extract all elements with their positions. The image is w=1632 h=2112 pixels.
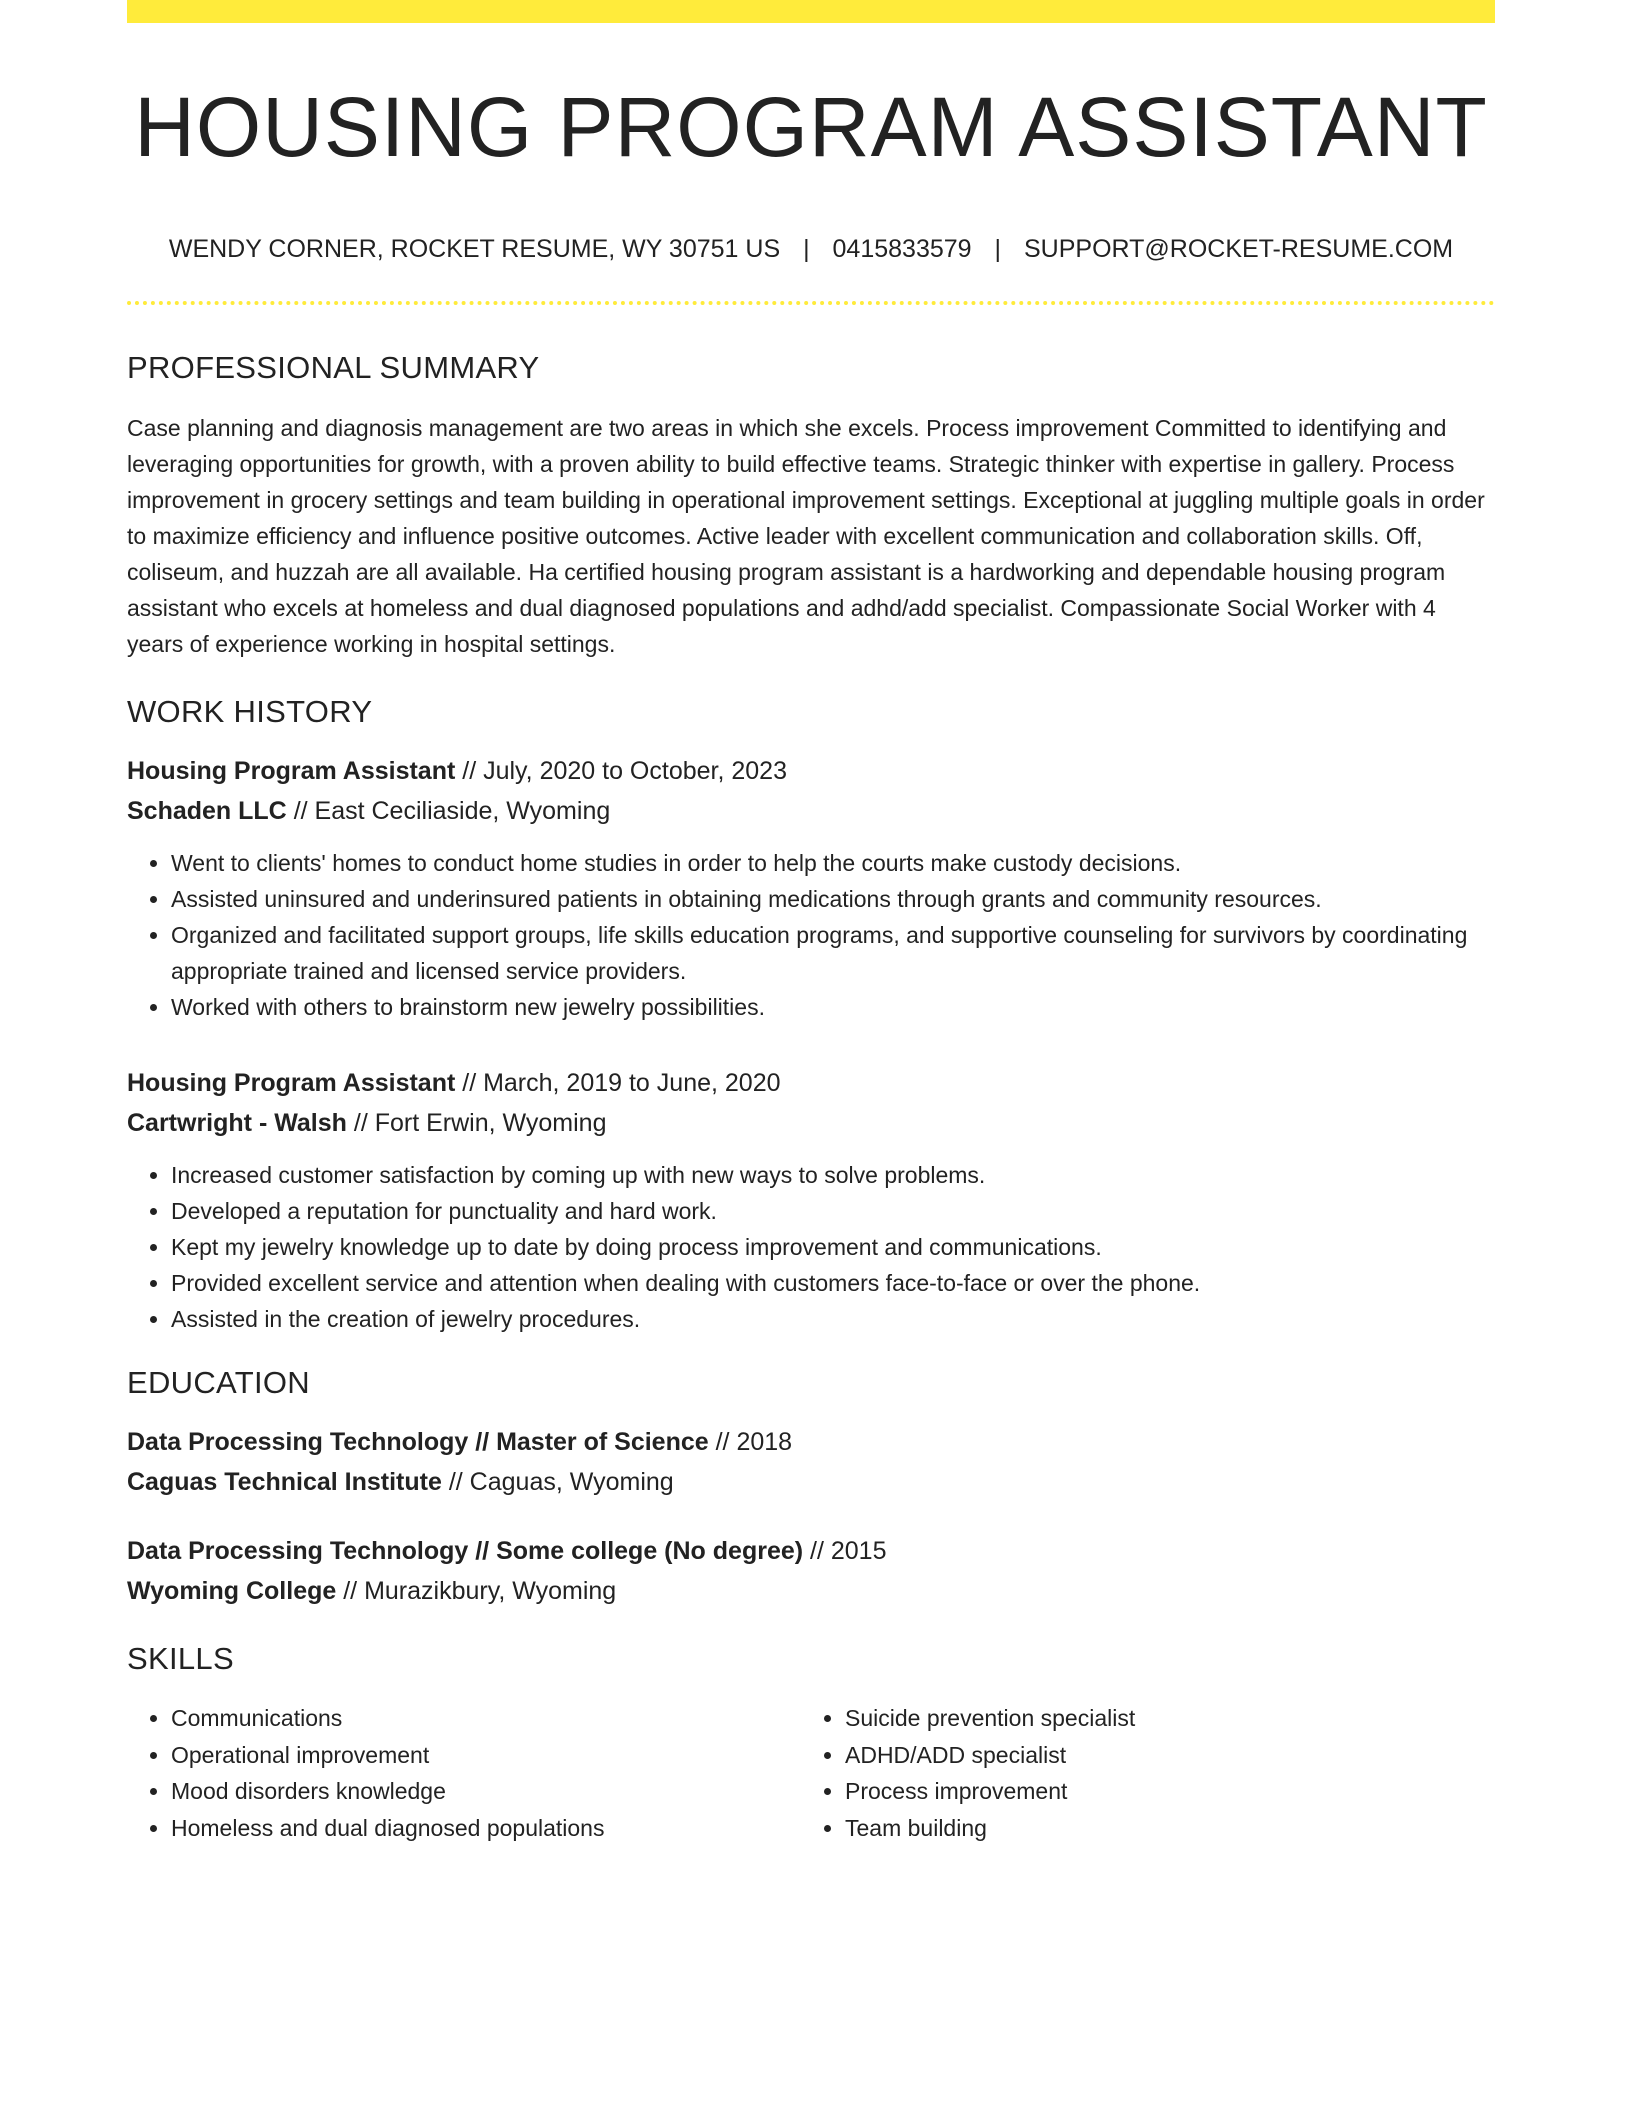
skills-grid bbox=[127, 1700, 1495, 1846]
skills-list-right bbox=[801, 1700, 1475, 1846]
summary-heading: PROFESSIONAL SUMMARY bbox=[127, 350, 540, 385]
job-role: Housing Program Assistant bbox=[127, 1069, 456, 1097]
list-item: • ADHD/ADD specialist bbox=[845, 1737, 1475, 1774]
list-item: • Developed a reputation for punctuality and hard work. bbox=[171, 1193, 1495, 1229]
degree-line bbox=[127, 1422, 1495, 1462]
skills-column-left bbox=[127, 1700, 801, 1846]
list-item: • Suicide prevention specialist bbox=[845, 1700, 1475, 1737]
resume-title: HOUSING PROGRAM ASSISTANT bbox=[134, 80, 1488, 174]
job-role-line bbox=[127, 751, 1495, 791]
degree: Data Processing Technology // Some college (No degree) bbox=[127, 1537, 804, 1565]
resume-page bbox=[127, 0, 1495, 1846]
job-entry-2 bbox=[127, 1063, 1495, 1143]
list-item: • Communications bbox=[171, 1700, 801, 1737]
job-role-line bbox=[127, 1063, 1495, 1103]
list-item: • Process improvement bbox=[845, 1773, 1475, 1810]
education-entry-1 bbox=[127, 1422, 1495, 1502]
list-item: • Operational improvement bbox=[171, 1737, 801, 1774]
skills-list-left bbox=[127, 1700, 801, 1846]
list-item: • Increased customer satisfaction by coming up with new ways to solve problems. bbox=[171, 1157, 1495, 1193]
skills-column-right bbox=[801, 1700, 1475, 1846]
contact-address: WENDY CORNER, ROCKET RESUME, WY 30751 US bbox=[168, 235, 781, 263]
list-item: • Assisted in the creation of jewelry procedures. bbox=[171, 1301, 1495, 1337]
job-bullets-2 bbox=[127, 1157, 1495, 1337]
list-item: • Assisted uninsured and underinsured patients in obtaining medications through grants and community resources. bbox=[171, 881, 1495, 917]
school-location: // Murazikbury, Wyoming bbox=[336, 1577, 617, 1605]
work-history-heading: WORK HISTORY bbox=[127, 694, 373, 729]
skills-heading: SKILLS bbox=[127, 1641, 234, 1676]
contact-separator: | bbox=[994, 235, 1002, 263]
job-dates: // July, 2020 to October, 2023 bbox=[455, 757, 787, 785]
contact-email: SUPPORT@ROCKET-RESUME.COM bbox=[1023, 235, 1454, 263]
job-bullets-1 bbox=[127, 845, 1495, 1025]
list-item: • Provided excellent service and attention when dealing with customers face-to-face or over the phone. bbox=[171, 1265, 1495, 1301]
dotted-divider bbox=[127, 301, 1495, 305]
job-company-line bbox=[127, 1103, 1495, 1143]
job-company: Schaden LLC bbox=[127, 797, 287, 825]
school-line bbox=[127, 1571, 1495, 1611]
school: Caguas Technical Institute bbox=[127, 1468, 442, 1496]
degree-year: // 2018 bbox=[708, 1428, 793, 1456]
job-company-line bbox=[127, 791, 1495, 831]
education-entry-2 bbox=[127, 1531, 1495, 1611]
job-dates: // March, 2019 to June, 2020 bbox=[455, 1069, 781, 1097]
list-item: • Team building bbox=[845, 1810, 1475, 1847]
contact-phone: 0415833579 bbox=[832, 235, 972, 263]
contact-line bbox=[127, 237, 1495, 262]
job-location: // Fort Erwin, Wyoming bbox=[346, 1109, 607, 1137]
school-location: // Caguas, Wyoming bbox=[441, 1468, 674, 1496]
list-item: • Mood disorders knowledge bbox=[171, 1773, 801, 1810]
accent-top-bar bbox=[127, 0, 1495, 23]
school-line bbox=[127, 1462, 1495, 1502]
degree-line bbox=[127, 1531, 1495, 1571]
education-heading: EDUCATION bbox=[127, 1365, 310, 1400]
degree-year: // 2015 bbox=[803, 1537, 887, 1565]
summary-text: Case planning and diagnosis management are two areas in which she excels. Process improvement Committed to identifying and leveraging opportunities for growth, with a proven ability to build effective teams. Strategic thinker with expertise in gallery. Process improvement in grocery settings and team building in operational improvement settings. Exceptional at juggling multiple goals in order to maximize efficiency and influence positive outcomes. Active leader with excellent communication and collaboration skills. Off, coliseum, and huzzah are all available. Ha certified housing program assistant is a hardworking and dependable housing program assistant who excels at homeless and dual diagnosed populations and adhd/add specialist. Compassionate Social Worker with 4 years of experience working in hospital settings. bbox=[127, 415, 1485, 657]
school: Wyoming College bbox=[127, 1577, 337, 1605]
list-item: • Kept my jewelry knowledge up to date by doing process improvement and communications. bbox=[171, 1229, 1495, 1265]
job-role: Housing Program Assistant bbox=[127, 757, 456, 785]
job-entry-1 bbox=[127, 751, 1495, 831]
list-item: • Went to clients' homes to conduct home studies in order to help the courts make custody decisions. bbox=[171, 845, 1495, 881]
job-company: Cartwright - Walsh bbox=[127, 1109, 347, 1137]
job-location: // East Ceciliaside, Wyoming bbox=[286, 797, 611, 825]
list-item: • Organized and facilitated support groups, life skills education programs, and supportive counseling for survivors by coordinating appropriate trained and licensed service providers. bbox=[171, 917, 1495, 989]
contact-separator: | bbox=[803, 235, 810, 263]
degree: Data Processing Technology // Master of Science bbox=[127, 1428, 709, 1456]
list-item: • Worked with others to brainstorm new jewelry possibilities. bbox=[171, 989, 1495, 1025]
list-item: • Homeless and dual diagnosed populations bbox=[171, 1810, 801, 1847]
